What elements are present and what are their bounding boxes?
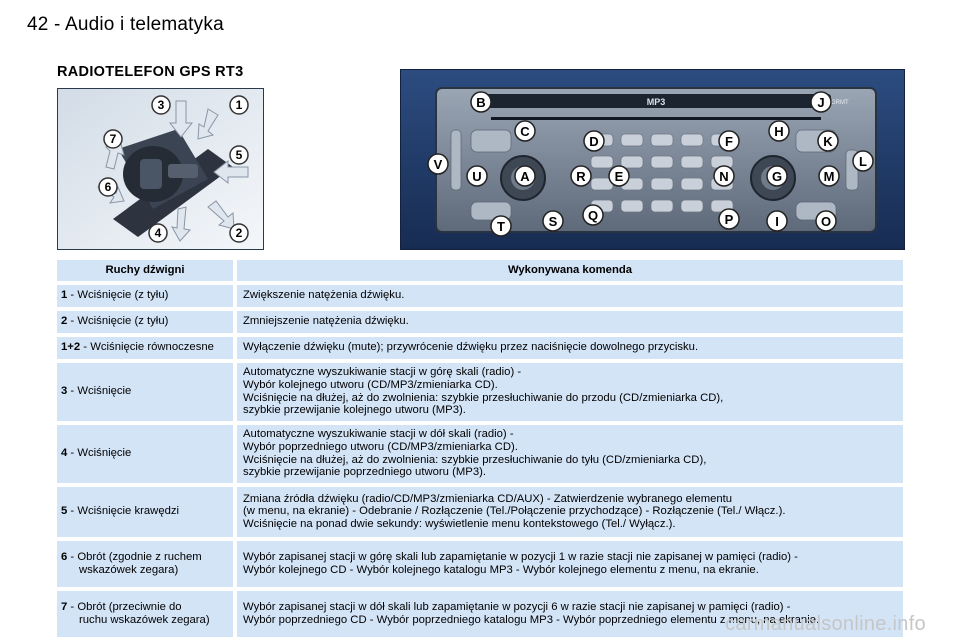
move-number: 6 — [61, 551, 68, 563]
move-separator: - — [80, 341, 91, 354]
svg-text:C: C — [520, 124, 530, 139]
radio-label-I — [767, 211, 787, 231]
move-description: Wciśnięcie — [77, 385, 132, 398]
move-number: 1+2 — [61, 341, 81, 354]
stalk-label-2 — [230, 224, 248, 242]
radio-label-D — [584, 131, 604, 151]
column-header-moves: Ruchy dźwigni — [57, 260, 237, 281]
command-cell — [237, 337, 903, 359]
command-line: Zwiększenie natężenia dźwięku. — [243, 289, 405, 302]
radio-label-R — [571, 166, 591, 186]
svg-text:A: A — [520, 169, 530, 184]
command-line: Wybór poprzedniego CD - Wybór poprzedniego katalogu MP3 - Wybór poprzedniego elementu z menu, na ekranie. — [243, 613, 820, 626]
svg-text:R: R — [576, 169, 586, 184]
radio-label-L — [853, 151, 873, 171]
move-separator: - — [67, 447, 78, 460]
table-body — [57, 285, 903, 637]
svg-text:D: D — [589, 134, 599, 149]
svg-text:G: G — [771, 169, 783, 184]
command-line: szybkie przewijanie poprzedniego utworu (MP3). — [243, 466, 486, 479]
command-line: Wybór poprzedniego utworu (CD/MP3/zmieniarka CD). — [243, 441, 518, 453]
command-table — [57, 256, 903, 641]
svg-text:6: 6 — [104, 180, 112, 194]
move-number: 3 — [61, 385, 68, 398]
move-separator: - — [67, 601, 78, 613]
svg-text:4: 4 — [154, 226, 162, 240]
svg-text:J: J — [817, 95, 825, 110]
stalk-illustration — [57, 88, 264, 250]
section-title: RADIOTELEFON GPS RT3 — [57, 64, 244, 80]
svg-text:I: I — [775, 214, 779, 229]
command-cell — [237, 311, 903, 333]
command-line: Wybór zapisanej stacji w dół skali lub zapamiętanie w pozycji 6 w razie stacji nie zapisanej w pamięci (radio) - — [243, 601, 791, 613]
command-cell — [237, 425, 903, 483]
table-row — [57, 285, 903, 307]
radio-label-J — [811, 92, 831, 112]
command-line: Automatyczne wyszukiwanie stacji w górę skali (radio) - — [243, 366, 522, 379]
svg-text:V: V — [433, 157, 443, 172]
table-row — [57, 311, 903, 333]
radio-label-V — [428, 154, 448, 174]
move-number: 5 — [61, 505, 68, 518]
svg-text:S: S — [548, 214, 558, 229]
stalk-label-3 — [152, 96, 170, 114]
svg-text:E: E — [614, 169, 624, 184]
move-description: Wciśnięcie (z tyłu) — [77, 315, 169, 328]
move-cell — [57, 487, 237, 537]
radio-brand: GRMT — [831, 100, 849, 106]
radio-label-U — [467, 166, 487, 186]
move-number: 1 — [61, 289, 68, 302]
table-row — [57, 425, 903, 483]
stalk-label-1 — [230, 96, 248, 114]
table-header-row — [57, 260, 903, 281]
move-separator: - — [67, 385, 78, 398]
command-line: Wyłączenie dźwięku (mute); przywrócenie dźwięku przez naciśnięcie dowolnego przycisku. — [243, 341, 699, 354]
svg-text:F: F — [725, 134, 733, 149]
move-cell — [57, 591, 237, 637]
radio-illustration — [400, 69, 905, 250]
command-line: Wciśnięcie na ponad dwie sekundy: wyświetlenie menu kontekstowego (Tel./ Wyłącz.). — [243, 517, 676, 530]
radio-label-A — [515, 166, 535, 186]
move-description: Wciśnięcie równoczesne — [90, 341, 214, 354]
svg-text:1: 1 — [235, 98, 243, 112]
watermark: carmanualsonline.info — [725, 613, 926, 635]
radio-label-P — [719, 209, 739, 229]
radio-label-S — [543, 211, 563, 231]
move-cell — [57, 541, 237, 587]
radio-label-M — [819, 166, 839, 186]
svg-text:N: N — [719, 169, 729, 184]
radio-label-E — [609, 166, 629, 186]
move-separator: - — [67, 551, 78, 563]
stalk-label-6 — [99, 178, 117, 196]
radio-label-H — [769, 121, 789, 141]
radio-label-Q — [583, 205, 603, 225]
svg-text:5: 5 — [235, 148, 243, 162]
header-separator: - — [48, 14, 65, 35]
table-row — [57, 541, 903, 587]
svg-text:2: 2 — [235, 226, 243, 240]
move-cell — [57, 363, 237, 421]
table-row — [57, 487, 903, 537]
radio-display-text: MP3 — [646, 97, 666, 107]
command-cell — [237, 285, 903, 307]
command-cell — [237, 363, 903, 421]
move-separator: - — [67, 505, 78, 518]
radio-label-N — [714, 166, 734, 186]
svg-text:L: L — [859, 154, 867, 169]
chapter-title: Audio i telematyka — [64, 14, 224, 35]
svg-text:3: 3 — [157, 98, 165, 112]
svg-text:T: T — [497, 219, 505, 234]
cd-slot — [491, 117, 821, 120]
command-cell — [237, 487, 903, 537]
stalk-label-5 — [230, 146, 248, 164]
command-line: szybkie przewijanie kolejnego utworu (MP3). — [243, 404, 466, 417]
command-line: Wciśnięcie na dłużej, aż do zwolnienia: szybkie przesłuchiwanie do przodu (CD/zmieniarka CD), — [243, 391, 724, 404]
svg-text:M: M — [823, 169, 835, 184]
radio-label-K — [818, 131, 838, 151]
command-line: Wybór kolejnego CD - Wybór kolejnego katalogu MP3 - Wybór kolejnego elementu z menu, na ekranie. — [243, 563, 759, 576]
move-separator: - — [67, 289, 78, 302]
radio-label-F — [719, 131, 739, 151]
radio-drawing — [401, 70, 904, 249]
radio-label-T — [491, 216, 511, 236]
move-cell — [57, 425, 237, 483]
move-separator: - — [67, 315, 78, 328]
svg-text:7: 7 — [109, 132, 117, 146]
move-description: Wciśnięcie (z tyłu) — [77, 289, 169, 302]
move-number: 4 — [61, 447, 68, 460]
svg-text:B: B — [476, 95, 486, 110]
move-description: Wciśnięcie — [77, 447, 132, 460]
command-line: Automatyczne wyszukiwanie stacji w dół skali (radio) - — [243, 428, 514, 441]
move-description: Obrót (zgodnie z ruchem — [77, 551, 202, 563]
table-row — [57, 363, 903, 421]
radio-label-C — [515, 121, 535, 141]
move-number: 2 — [61, 315, 68, 328]
move-description: Wciśnięcie krawędzi — [77, 505, 180, 518]
column-header-commands: Wykonywana komenda — [237, 260, 903, 281]
move-cell — [57, 337, 237, 359]
move-description-continued: wskazówek zegara) — [79, 563, 179, 576]
svg-text:H: H — [774, 124, 784, 139]
page-number: 42 — [27, 14, 49, 35]
svg-text:K: K — [823, 134, 833, 149]
svg-text:Q: Q — [587, 208, 599, 223]
page-header — [27, 14, 224, 36]
svg-text:U: U — [472, 169, 482, 184]
radio-label-B — [471, 92, 491, 112]
table-row — [57, 337, 903, 359]
radio-label-G — [767, 166, 787, 186]
radio-label-O — [816, 211, 836, 231]
move-number: 7 — [61, 601, 68, 613]
move-description: Obrót (przeciwnie do — [77, 601, 182, 613]
stalk-label-4 — [149, 224, 167, 242]
command-line: Zmiana źródła dźwięku (radio/CD/MP3/zmieniarka CD/AUX) - Zatwierdzenie wybranego elementu — [243, 492, 733, 505]
command-line: (w menu, na ekranie) - Odebranie / Rozłączenie (Tel./Połączenie przychodzące) - Rozłączenie (Tel./ Włącz.). — [243, 505, 786, 518]
command-line: Zmniejszenie natężenia dźwięku. — [243, 315, 409, 328]
command-line: Wybór kolejnego utworu (CD/MP3/zmieniarka CD). — [243, 379, 498, 391]
move-cell — [57, 311, 237, 333]
svg-text:P: P — [724, 212, 734, 227]
stalk-drawing — [58, 89, 263, 249]
move-cell — [57, 285, 237, 307]
command-line: Wybór zapisanej stacji w górę skali lub zapamiętanie w pozycji 1 w razie stacji nie zapisanej w pamięci (radio) - — [243, 551, 798, 563]
svg-text:O: O — [820, 214, 832, 229]
stalk-label-7 — [104, 130, 122, 148]
command-line: Wciśnięcie na dłużej, aż do zwolnienia: szybkie przesłuchiwanie do tyłu (CD/zmieniarka CD), — [243, 453, 707, 466]
move-description-continued: ruchu wskazówek zegara) — [79, 613, 210, 626]
command-cell — [237, 541, 903, 587]
